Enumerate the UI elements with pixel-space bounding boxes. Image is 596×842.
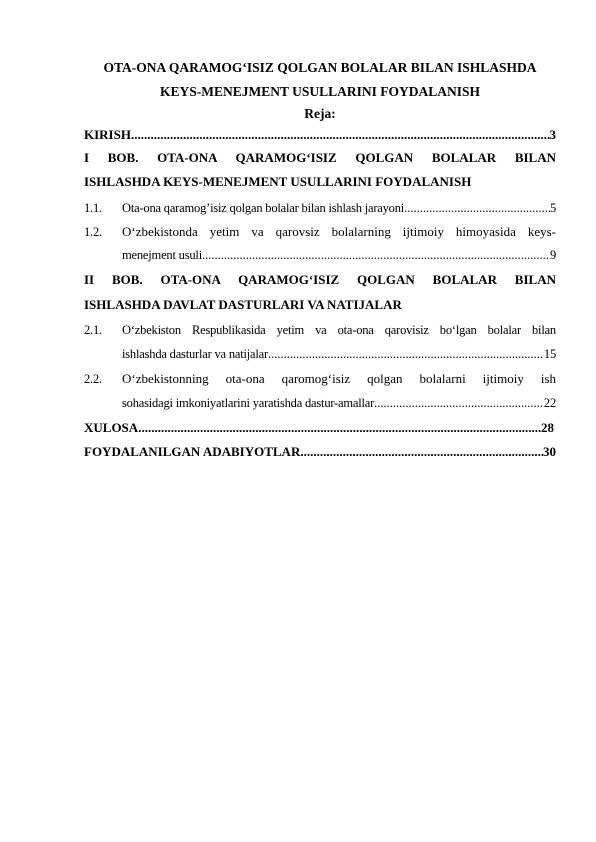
toc-label-line1: O‘zbekistonda yetim va qarovsiz bolalarning ijtimoiy himoyasida keys-: [122, 224, 556, 239]
toc-entry-adabiyotlar[interactable]: [84, 442, 556, 462]
toc-label-line1: O‘zbekiston Respublikasida yetim va ota-ona qarovisiz bo‘lgan bolalar bilan: [122, 323, 556, 337]
toc-page-number: 3: [549, 127, 556, 142]
toc-page-number: 9: [549, 248, 556, 262]
toc-page-number: 28: [541, 420, 554, 435]
toc-label-line1: O‘zbekistonning ota-ona qaromog‘isiz qolgan bolalarni ijtimoiy ish: [122, 371, 556, 386]
dot-leader: [131, 125, 550, 145]
document-title-line1: OTA-ONA QARAMOG‘ISIZ QOLGAN BOLALAR BILAN ISHLASHDA: [103, 60, 537, 75]
section-number: 2.2.: [84, 372, 102, 386]
toc-label-line2: menejment usuli: [122, 248, 202, 262]
toc-label: XULOSA: [84, 420, 139, 435]
toc-page-number: 5: [549, 201, 556, 215]
dot-leader: [300, 442, 543, 462]
toc-entry-xulosa[interactable]: [84, 418, 554, 438]
section-number: 1.1.: [84, 201, 102, 215]
toc-label: FOYDALANILGAN ADABIYOTLAR: [84, 444, 301, 459]
contents-heading: Reja:: [304, 106, 336, 121]
section-number: 2.1.: [84, 323, 102, 337]
toc-label: Ota-ona qaramog’isiz qolgan bolalar bilan ishlash jarayoni: [122, 201, 405, 215]
document-title-line2: KEYS-MENEJMENT USULLARINI FOYDALANISH: [159, 84, 481, 99]
dot-leader: [202, 245, 550, 265]
chapter2-title-line1[interactable]: II BOB. OTA-ONA QARAMOG‘ISIZ QOLGAN BOLALAR BILAN: [84, 272, 556, 287]
toc-entry-kirish[interactable]: [84, 125, 556, 145]
dot-leader: [404, 198, 550, 218]
chapter2-title-line2[interactable]: ISHLASHDA DAVLAT DASTURLARI VA NATIJALAR: [84, 297, 402, 312]
chapter1-title-line2[interactable]: ISHLASHDA KEYS-MENEJMENT USULLARINI FOYDALANISH: [84, 174, 472, 189]
dot-leader: [374, 393, 544, 413]
toc-page-number: 15: [543, 347, 556, 361]
toc-page-number: 22: [543, 396, 556, 410]
toc-label-line2: ishlashda dasturlar va natijalar: [122, 347, 268, 361]
toc-page-number: 30: [543, 444, 556, 459]
section-number: 1.2.: [84, 225, 102, 239]
dot-leader: [268, 344, 544, 364]
toc-label-line2: sohasidagi imkoniyatlarini yaratishda dastur-amallar: [122, 396, 375, 410]
toc-label: KIRISH: [84, 127, 131, 142]
chapter1-title-line1[interactable]: I BOB. OTA-ONA QARAMOG‘ISIZ QOLGAN BOLALAR BILAN: [84, 150, 556, 165]
dot-leader: [138, 418, 541, 438]
